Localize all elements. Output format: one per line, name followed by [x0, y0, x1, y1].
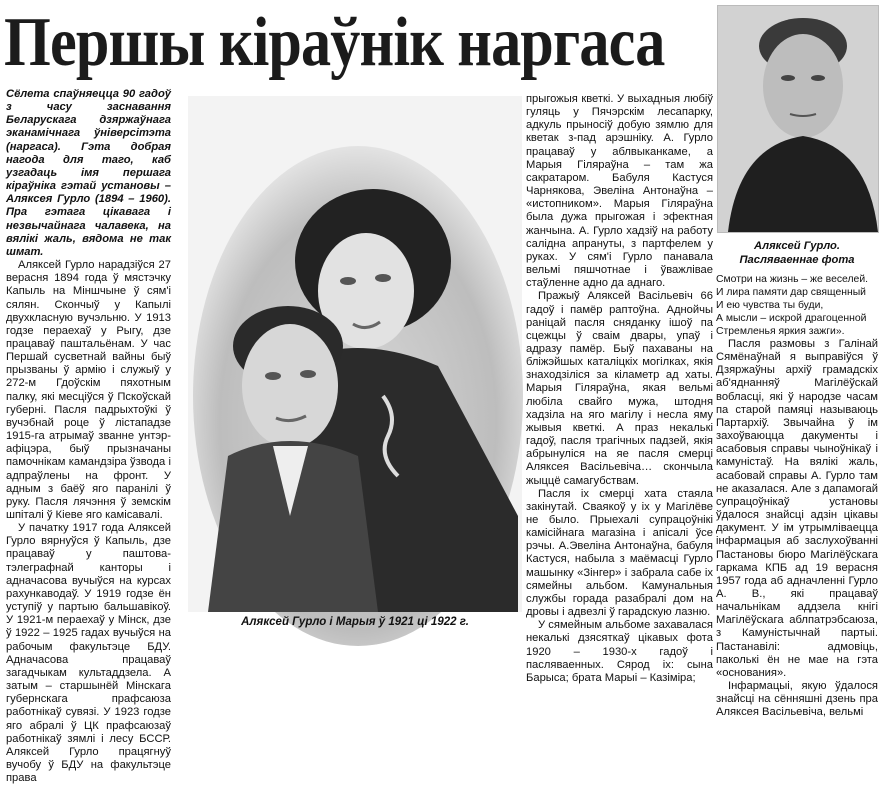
- article-paragraph: Пасля размовы з Галінай Сямёнаўнай я выправіўся ў Дзяржаўны архіў грамадскіх аб'яднанняў Магілёўскай вобласці, які ў народзе часам па старой памяці называюць Партархіў. Звычайна ў ім захоўваюцца дакументы і асабовыя справы чыноўнікаў і камуністаў. На вялікі жаль, асабовай справы А. Гурло там не аказалася. Але з дапамогай супрацоўнікаў установы ўдалося знайсці адзін цікавы дакумент. У ім утрымліваецца інфармацыя аб заслухоўванні Пастановы бюро Магілёўскага гаркама КПБ ад 19 верасня 1957 года аб адначленні Гурло А. В., які працаваў начальнікам аддзела кнігі Магілёўскага аблпатрэбсаюза, з Камуністычнай партыі. Пастанавілі: адмовіць, паколькі ён не мае на гэта «основания».: [716, 338, 878, 679]
- portrait-illustration: [718, 6, 878, 232]
- column-left: [6, 88, 171, 785]
- poem: [716, 273, 878, 338]
- poem-line: Смотри на жизнь – же веселей.: [716, 274, 869, 285]
- portrait-caption-note: Пасляваеннае фота: [739, 254, 855, 266]
- photo-caption: Аляксей Гурло і Марыя ў 1921 ці 1922 г.: [241, 616, 469, 628]
- column-middle: [526, 93, 713, 684]
- article-paragraph: Аляксей Гурло нарадзіўся 27 верасня 1894 года ў мястэчку Капыль на Міншчыне ў сям'і сялян. Скончыў у Капылі двухкласную вучэльню. У 1913 годзе пераехаў у Рыгу, дзе працаваў паштальёнам. У час Першай сусветнай вайны быў прызваны ў армію і служыў у 272-м Гдоўскім пяхотным палку, які месціўся ў Пскоўскай губерні. Пасля падрыхтоўкі ў вучэбнай роце ў лістападзе 1915-га атрымаў званне унтэр-афіцэра, быў прызначаны памочнікам камандзіра ўзвода і адпраўлены на фронт. У адным з баёў яго паранілі ў руку. Пасля лячэння ў земскім шпіталі ў Кіеве яго камісавалі.: [6, 259, 171, 521]
- couple-photo-illustration: [188, 96, 522, 612]
- lead-paragraph: Сёлета спаўняецца 90 гадоў з часу заснавання Беларускага дзяржаўнага эканамічнага ўніверсітэта (наргаса). Гэта добрая нагода для таго, каб узгадаць імя першага кіраўніка гэтай установы – Аляксея Гурло (1894 – 1960). Пра гэтага цікавага і незвычайнага чалавека, на вялікі жаль, вядома не так шмат.: [6, 88, 171, 258]
- article-paragraph: Пражыў Аляксей Васільевіч 66 гадоў і памёр раптоўна. Аднойчы раніцай пасля сняданку ішоў па сцежцы ў сваім двары, упаў і адразу памёр. Быў пахаваны на бліжэйшых каталіцкіх могілках, якія знаходзіліся за кіламетр ад хаты. Марыя Гіляраўна, якая вельмі любіла свайго мужа, штодня хадзіла на яго магілу і несла яму жывыя кветкі. А праз некалькі гадоў, пасля трагічных падзей, якія абрынуліся на яе пасля смерці Аляксея Васільевіча… скончыла жыццё самагубствам.: [526, 290, 713, 487]
- article-paragraph: У пачатку 1917 года Аляксей Гурло вярнуўся ў Капыль, дзе працаваў у паштова-тэлеграфнай канторы і адначасова вучыўся на курсах рахункаводаў. У 1919 годзе ён уступіў у партыю бальшавікоў. У 1921-м пераехаў у Мінск, дзе ў 1922 – 1925 гадах вучыўся на рабочым факультэце БДУ. Адначасова працаваў загадчыкам культаддзела. А затым – старшынёй Мінскага губернскага прафсаюза работнікаў сувязі. У 1923 годзе яго абралі ў ЦК прафсаюзаў работнікаў зямлі і лесу БССР. Аляксей Гурло працягнуў вучобу ў БДУ на факультэце права: [6, 522, 171, 785]
- poem-line: И лира памяти дар священный: [716, 287, 866, 298]
- article-paragraph: Інфармацыі, якую ўдалося знайсці на сённяшні дзень пра Аляксея Васільевіча, вельмі: [716, 680, 878, 719]
- poem-line: А мысли – искрой драгоценной: [716, 313, 867, 324]
- headline: Першы кіраўнік наргаса: [4, 4, 665, 81]
- column-right: [716, 273, 878, 719]
- article-paragraph: У сямейным альбоме захавалася некалькі дзясяткаў цікавых фота 1920 – 1930-х гадоў і пасляваенных. Сярод іх: сына Барыса; брата Марыі – Казіміра;: [526, 619, 713, 684]
- poem-line: Стремленья яркия зажги».: [716, 326, 845, 337]
- poem-line: И ею чувства ты буди,: [716, 300, 824, 311]
- couple-photo: [188, 96, 522, 612]
- article-paragraph: Пасля іх смерці хата стаяла закінутай. Сваякоў у іх у Магілёве не было. Прыехалі супрацоўнікі камісійнага магазіна і апісалі ўсе рэчы. А.Эвеліна Антонаўна, бабуля Кастуся, набыла з маёмасці Гурло машынку «Зінгер» і забрала сабе іх сямейны альбом. Камунальныя службы горада разабралі дом на дровы і адвезлі ў гарадскую лазню.: [526, 487, 713, 619]
- article-paragraph: прыгожыя кветкі. У выхадныя любіў гуляць у Пячэрскім лесапарку, адкуль прыносіў добую зямлю для кветак з-пад арэшніку. А. Гурло працаваў у аблвыканкаме, а Марыя Гіляраўна – там жа сакратаром. Бабуля Кастуся Чарнякова, Эвеліна Антонаўна – «истопником». Марыя Гіляраўна была дужа прыгожая і эфектная жанчына. А. Гурло хадзіў на работу салідна апрануты, з партфелем у руках. У сям'і Гурло панавала вельмі пяшчотнае і ўважлівае стаўленне адно да аднаго.: [526, 93, 713, 290]
- portrait-photo: [717, 5, 879, 233]
- portrait-caption-name: Аляксей Гурло.: [754, 240, 840, 252]
- portrait-caption: [716, 239, 878, 267]
